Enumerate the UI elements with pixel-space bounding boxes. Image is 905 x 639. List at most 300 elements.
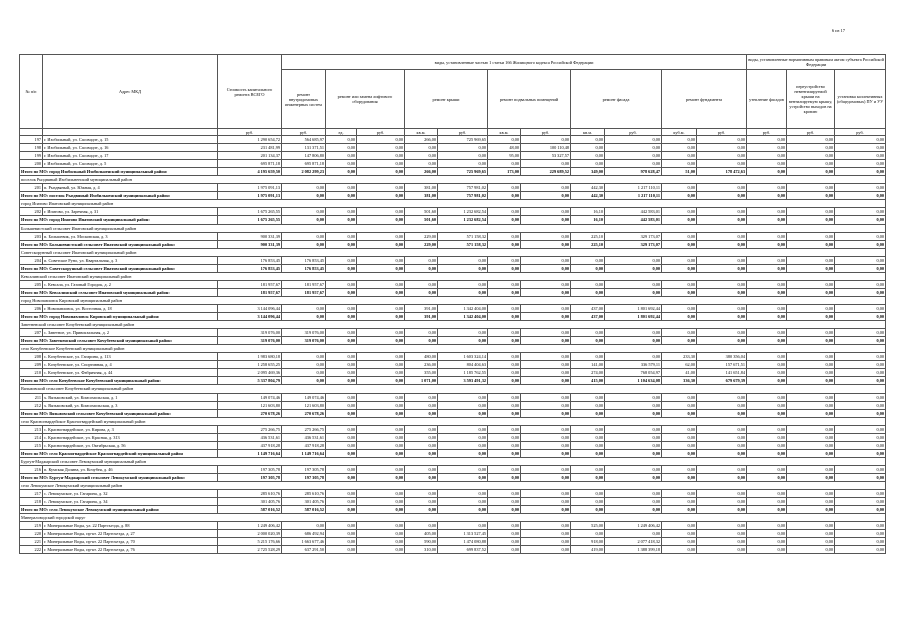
value-cell: 0,00	[662, 240, 697, 248]
total-label: Итого по МО: Вязьмовский сельсовет Кочубеевский муниципальный район:	[20, 409, 218, 417]
value-cell: 0,00	[662, 473, 697, 481]
row-address: п. Большевик, ул. Московская, д. 3	[43, 232, 218, 240]
value-cell: 0,00	[521, 369, 571, 377]
value-cell: 725 969,65	[438, 136, 488, 144]
value-cell: 0,00	[357, 522, 405, 530]
value-cell: 0,00	[326, 280, 357, 288]
row-number: 204	[20, 256, 43, 264]
value-cell: 381,00	[405, 184, 438, 192]
value-cell: 978 628,47	[605, 168, 662, 176]
value-cell: 437 918,28	[282, 441, 326, 449]
value-cell: 0,00	[697, 288, 747, 296]
value-cell: 1 663 677,46	[282, 538, 326, 546]
value-cell: 0,00	[357, 425, 405, 433]
value-cell: 0,00	[787, 304, 835, 312]
value-cell: 173,00	[488, 168, 521, 176]
value-cell: 0,00	[571, 433, 605, 441]
value-cell: 0,00	[835, 546, 886, 554]
value-cell: 0,00	[488, 288, 521, 296]
value-cell: 0,00	[405, 280, 438, 288]
value-cell: 0,00	[438, 441, 488, 449]
value-cell: 0,00	[438, 256, 488, 264]
value-cell: 0,00	[605, 530, 662, 538]
value-cell: 0,00	[521, 192, 571, 200]
value-cell: 0,00	[405, 522, 438, 530]
value-cell: 121 603,80	[282, 401, 326, 409]
value-cell: 0,00	[605, 409, 662, 417]
value-cell: 0,00	[488, 280, 521, 288]
row-number: 206	[20, 304, 43, 312]
section-row	[20, 200, 886, 208]
value-cell: 0,00	[405, 337, 438, 345]
value-cell: 699 837,52	[438, 546, 488, 554]
value-cell: 0,00	[662, 184, 697, 192]
value-cell: 0,00	[326, 264, 357, 272]
value-cell: 0,00	[405, 490, 438, 498]
value-cell: 0,00	[605, 498, 662, 506]
value-cell: 0,00	[326, 288, 357, 296]
unit-cell: руб.	[521, 129, 571, 136]
value-cell: 587 016,52	[282, 506, 326, 514]
value-cell: 0,00	[438, 337, 488, 345]
value-cell: 4 195 659,50	[218, 168, 282, 176]
value-cell: 0,00	[787, 313, 835, 321]
table-row	[20, 465, 886, 473]
row-address: г. Изобильный, ул. Сассвидзе, д. 16	[43, 144, 218, 152]
value-cell: 0,00	[697, 144, 747, 152]
total-label: Итого по МО: село Левокумское Левокумский муниципальный район:	[20, 506, 218, 514]
value-cell: 381,00	[405, 192, 438, 200]
value-cell: 0,00	[697, 304, 747, 312]
value-cell: 0,00	[488, 361, 521, 369]
value-cell: 0,00	[697, 337, 747, 345]
value-cell: 0,00	[521, 473, 571, 481]
value-cell: 0,00	[697, 313, 747, 321]
value-cell: 0,00	[747, 240, 787, 248]
row-number: 219	[20, 522, 43, 530]
value-cell: 0,00	[357, 337, 405, 345]
value-cell: 0,00	[662, 208, 697, 216]
value-cell: 0,00	[326, 425, 357, 433]
value-cell: 197 305,78	[282, 473, 326, 481]
value-cell: 0,00	[747, 490, 787, 498]
value-cell: 0,00	[488, 401, 521, 409]
row-number: 199	[20, 152, 43, 160]
value-cell: 0,00	[521, 280, 571, 288]
value-cell: 0,00	[662, 530, 697, 538]
value-cell: 0,00	[488, 377, 521, 385]
value-cell: 1 232 682,54	[438, 208, 488, 216]
value-cell: 0,00	[357, 160, 405, 168]
value-cell: 0,00	[326, 192, 357, 200]
value-cell: 0,00	[488, 184, 521, 192]
value-cell: 0,00	[357, 393, 405, 401]
section-row	[20, 385, 886, 393]
value-cell: 0,00	[835, 377, 886, 385]
section-label: город Новопавловск Кировский муниципальный район	[20, 296, 886, 304]
row-number: 215	[20, 441, 43, 449]
total-label: Итого по МО: Заветненский сельсовет Кочубеевский муниципальный район:	[20, 337, 218, 345]
value-cell: 1 232 682,54	[438, 216, 488, 224]
table-row	[20, 441, 886, 449]
header-roof: ремонт крыши	[405, 70, 488, 129]
row-address: г. Изобильный, ул. Сассвидзе, д. 5	[43, 160, 218, 168]
value-cell: 1 185 762,55	[438, 369, 488, 377]
table-row	[20, 425, 886, 433]
value-cell: 0,00	[787, 232, 835, 240]
table-row	[20, 160, 886, 168]
value-cell: 0,00	[357, 473, 405, 481]
value-cell: 0,00	[787, 144, 835, 152]
value-cell: 0,00	[747, 377, 787, 385]
value-cell: 405,00	[405, 530, 438, 538]
value-cell: 695 871,18	[218, 160, 282, 168]
table-row	[20, 530, 886, 538]
value-cell: 0,00	[326, 208, 357, 216]
value-cell: 176 853,45	[218, 256, 282, 264]
header-insulation: утепление фасадов	[747, 70, 787, 129]
value-cell: 176 853,45	[218, 264, 282, 272]
value-cell: 0,00	[747, 184, 787, 192]
value-cell: 0,00	[326, 433, 357, 441]
value-cell: 310,00	[405, 546, 438, 554]
section-label: Бургун-Маджарский сельсовет Левокумский муниципальный район	[20, 457, 886, 465]
value-cell: 0,00	[405, 144, 438, 152]
table-row	[20, 522, 886, 530]
value-cell: 0,00	[488, 329, 521, 337]
value-cell: 0,00	[326, 361, 357, 369]
value-cell: 0,00	[357, 152, 405, 160]
value-cell: 0,00	[438, 280, 488, 288]
value-cell: 0,00	[326, 329, 357, 337]
value-cell: 0,00	[521, 498, 571, 506]
value-cell: 0,00	[605, 337, 662, 345]
value-cell: 0,00	[605, 353, 662, 361]
row-number: 202	[20, 208, 43, 216]
value-cell: 0,00	[697, 280, 747, 288]
value-cell: 0,00	[662, 409, 697, 417]
table-row	[20, 304, 886, 312]
value-cell: 0,00	[357, 506, 405, 514]
row-number: 207	[20, 329, 43, 337]
row-address: г. Минеральные Воды, пр-кт. 22 Партсъезда, д. 27	[43, 530, 218, 538]
value-cell: 0,00	[282, 240, 326, 248]
value-cell: 176 853,45	[282, 256, 326, 264]
value-cell: 0,00	[787, 441, 835, 449]
value-cell: 0,00	[697, 256, 747, 264]
value-cell: 0,00	[605, 393, 662, 401]
value-cell: 0,00	[747, 409, 787, 417]
table-row	[20, 208, 886, 216]
section-label: село Кочубеевское Кочубеевский муниципальный район	[20, 345, 886, 353]
value-cell: 274,00	[571, 369, 605, 377]
value-cell: 0,00	[405, 393, 438, 401]
value-cell: 0,00	[787, 192, 835, 200]
value-cell: 0,00	[571, 144, 605, 152]
value-cell: 1 149 716,64	[282, 449, 326, 457]
unit-cell: руб.	[282, 129, 326, 136]
total-label: Итого по МО: село Красногвардейское Красногвардейский муниципальный район	[20, 449, 218, 457]
value-cell: 437,00	[571, 313, 605, 321]
value-cell: 0,00	[282, 304, 326, 312]
value-cell: 391,00	[405, 313, 438, 321]
value-cell: 1 975 091,13	[218, 184, 282, 192]
value-cell: 0,00	[835, 280, 886, 288]
value-cell: 0,00	[488, 264, 521, 272]
value-cell: 590,00	[405, 538, 438, 546]
unit-cell: кв.м.	[571, 129, 605, 136]
value-cell: 0,00	[357, 313, 405, 321]
value-cell: 0,00	[438, 490, 488, 498]
total-label: Итого по МО: село Кочубеевское Кочубеевский муниципальный район:	[20, 377, 218, 385]
value-cell: 0,00	[521, 490, 571, 498]
value-cell: 0,00	[747, 441, 787, 449]
row-address: п. Кумская Долина, ул. Кочубея, д. 46	[43, 465, 218, 473]
value-cell: 804 404,63	[438, 361, 488, 369]
value-cell: 0,00	[326, 232, 357, 240]
value-cell: 0,00	[835, 473, 886, 481]
value-cell: 0,00	[835, 393, 886, 401]
value-cell: 0,00	[835, 256, 886, 264]
value-cell: 0,00	[521, 409, 571, 417]
value-cell: 16,10	[571, 216, 605, 224]
value-cell: 0,00	[357, 208, 405, 216]
value-cell: 0,00	[787, 168, 835, 176]
value-cell: 0,00	[605, 441, 662, 449]
value-cell: 0,00	[357, 184, 405, 192]
value-cell: 0,00	[326, 136, 357, 144]
value-cell: 0,00	[697, 490, 747, 498]
total-label: Итого по МО: город Новопавловск Кировский муниципальный район:	[20, 313, 218, 321]
value-cell: 1 149 716,64	[218, 449, 282, 457]
value-cell: 0,00	[405, 256, 438, 264]
value-cell: 2 095 469,36	[218, 369, 282, 377]
value-cell: 501,60	[405, 216, 438, 224]
value-cell: 0,00	[697, 393, 747, 401]
value-cell: 0,00	[605, 465, 662, 473]
value-cell: 525,00	[571, 522, 605, 530]
value-cell: 0,00	[697, 498, 747, 506]
value-cell: 0,00	[835, 433, 886, 441]
table-row	[20, 256, 886, 264]
value-cell: 0,00	[662, 522, 697, 530]
value-cell: 0,00	[662, 449, 697, 457]
value-cell: 329 173,07	[605, 240, 662, 248]
value-cell: 0,00	[488, 490, 521, 498]
value-cell: 0,00	[357, 377, 405, 385]
value-cell: 0,00	[662, 256, 697, 264]
unit-cell: руб.	[747, 129, 787, 136]
section-label: город Ипатово Ипатовский муниципальный район	[20, 200, 886, 208]
value-cell: 0,00	[521, 546, 571, 554]
value-cell: 0,00	[488, 160, 521, 168]
value-cell: 0,00	[787, 160, 835, 168]
section-label: село Красногвардейское Красногвардейский муниципальный район	[20, 417, 886, 425]
table-row	[20, 329, 886, 337]
value-cell: 0,00	[571, 337, 605, 345]
row-address: х. Вязьмовский, ул. Комсомольская, д. 1	[43, 393, 218, 401]
value-cell: 0,00	[835, 264, 886, 272]
total-row	[20, 288, 886, 296]
value-cell: 1 258 655,25	[218, 361, 282, 369]
total-row	[20, 313, 886, 321]
value-cell: 0,00	[747, 369, 787, 377]
value-cell: 1 474 080,88	[438, 538, 488, 546]
value-cell: 571 158,32	[438, 232, 488, 240]
value-cell: 0,00	[835, 168, 886, 176]
value-cell: 197 305,78	[282, 465, 326, 473]
value-cell: 0,00	[438, 393, 488, 401]
value-cell: 0,00	[488, 192, 521, 200]
value-cell: 0,00	[697, 425, 747, 433]
value-cell: 0,00	[787, 433, 835, 441]
value-cell: 0,00	[787, 506, 835, 514]
value-cell: 0,00	[605, 473, 662, 481]
section-label: Минераловодский городской округ	[20, 514, 886, 522]
value-cell: 275 266,75	[218, 425, 282, 433]
row-number: 214	[20, 433, 43, 441]
value-cell: 0,00	[438, 144, 488, 152]
value-cell: 0,00	[571, 473, 605, 481]
table-row	[20, 280, 886, 288]
value-cell: 0,00	[488, 498, 521, 506]
total-row	[20, 377, 886, 385]
table-body	[20, 136, 886, 554]
value-cell: 0,00	[326, 449, 357, 457]
value-cell: 442,30	[571, 184, 605, 192]
value-cell: 0,00	[357, 304, 405, 312]
total-row	[20, 240, 886, 248]
value-cell: 355,00	[405, 369, 438, 377]
value-cell: 0,00	[605, 264, 662, 272]
value-cell: 0,00	[521, 441, 571, 449]
value-cell: 0,00	[571, 288, 605, 296]
value-cell: 0,00	[521, 522, 571, 530]
value-cell: 0,00	[662, 136, 697, 144]
value-cell: 0,00	[357, 216, 405, 224]
unit-cell: куб.м.	[662, 129, 697, 136]
value-cell: 0,00	[521, 538, 571, 546]
value-cell: 0,00	[697, 240, 747, 248]
value-cell: 0,00	[488, 425, 521, 433]
value-cell: 336,30	[662, 377, 697, 385]
value-cell: 0,00	[747, 136, 787, 144]
value-cell: 0,00	[521, 329, 571, 337]
value-cell: 0,00	[357, 449, 405, 457]
value-cell: 0,00	[835, 361, 886, 369]
value-cell: 0,00	[521, 337, 571, 345]
value-cell: 0,00	[697, 232, 747, 240]
value-cell: 768 054,97	[605, 369, 662, 377]
table-row	[20, 361, 886, 369]
value-cell: 275 266,75	[282, 425, 326, 433]
row-address: с. Кочубеевское, ул. Спортивная, д. 4	[43, 361, 218, 369]
value-cell: 0,00	[835, 304, 886, 312]
value-cell: 0,00	[697, 160, 747, 168]
total-row	[20, 337, 886, 345]
header-no: № п/п	[20, 55, 43, 129]
value-cell: 229,00	[405, 240, 438, 248]
header-roof-conversion: переустройство невентилируемой крыши на вентилируемую крышу, устройство выходов на кровлю	[787, 70, 835, 129]
section-row	[20, 296, 886, 304]
value-cell: 1 104 634,08	[605, 377, 662, 385]
row-address: с. Кочубеевское, ул. Фабричная, д. 44	[43, 369, 218, 377]
value-cell: 0,00	[697, 433, 747, 441]
value-cell: 0,00	[747, 538, 787, 546]
value-cell: 0,00	[835, 538, 886, 546]
value-cell: 0,00	[662, 216, 697, 224]
value-cell: 1 975 091,13	[218, 192, 282, 200]
value-cell: 0,00	[747, 288, 787, 296]
value-cell: 0,00	[835, 208, 886, 216]
unit-cell: руб.	[835, 129, 886, 136]
value-cell: 0,00	[488, 449, 521, 457]
value-cell: 181 957,67	[218, 280, 282, 288]
value-cell: 0,00	[571, 280, 605, 288]
section-row	[20, 482, 886, 490]
value-cell: 0,00	[747, 304, 787, 312]
total-label: Итого по МО: поселок Рыздвяный Изобильненский муниципальный район:	[20, 192, 218, 200]
value-cell: 0,00	[835, 530, 886, 538]
table-row	[20, 144, 886, 152]
value-cell: 1 342 404,00	[438, 313, 488, 321]
value-cell: 0,00	[662, 401, 697, 409]
value-cell: 0,00	[697, 208, 747, 216]
value-cell: 0,00	[697, 522, 747, 530]
value-cell: 0,00	[835, 240, 886, 248]
value-cell: 0,00	[787, 449, 835, 457]
value-cell: 0,00	[488, 538, 521, 546]
value-cell: 301 405,76	[218, 498, 282, 506]
value-cell: 1 675 265,55	[218, 208, 282, 216]
value-cell: 0,00	[571, 498, 605, 506]
value-cell: 0,00	[438, 264, 488, 272]
unit-cell: руб.	[697, 129, 747, 136]
value-cell: 2 000 020,39	[218, 530, 282, 538]
value-cell: 571 158,32	[438, 240, 488, 248]
value-cell: 5 337 804,79	[218, 377, 282, 385]
value-cell: 0,00	[438, 401, 488, 409]
section-label: Большевистский сельсовет Ипатовский муниципальный район	[20, 224, 886, 232]
value-cell: 0,00	[357, 465, 405, 473]
value-cell: 266,00	[405, 168, 438, 176]
value-cell: 0,00	[747, 160, 787, 168]
value-cell: 0,00	[747, 337, 787, 345]
row-address: с. Красногвардейское, ул. Октябрьская, д. 56	[43, 441, 218, 449]
value-cell: 0,00	[571, 152, 605, 160]
section-label: Вязьмовский сельсовет Кочубеевский муниципальный район	[20, 385, 886, 393]
value-cell: 0,00	[787, 353, 835, 361]
value-cell: 0,00	[438, 160, 488, 168]
value-cell: 0,00	[747, 329, 787, 337]
value-cell: 0,00	[521, 401, 571, 409]
header-address: Адрес МКД	[43, 55, 218, 129]
table-header	[20, 55, 886, 136]
value-cell: 0,00	[662, 441, 697, 449]
value-cell: 0,00	[697, 192, 747, 200]
value-cell: 0,00	[835, 337, 886, 345]
value-cell: 0,00	[282, 208, 326, 216]
value-cell: 0,00	[405, 506, 438, 514]
value-cell: 391,00	[405, 304, 438, 312]
value-cell: 0,00	[571, 329, 605, 337]
value-cell: 0,00	[521, 393, 571, 401]
value-cell: 0,00	[662, 288, 697, 296]
table-row	[20, 393, 886, 401]
value-cell: 900 331,39	[218, 232, 282, 240]
value-cell: 0,00	[438, 465, 488, 473]
value-cell: 266,00	[405, 136, 438, 144]
